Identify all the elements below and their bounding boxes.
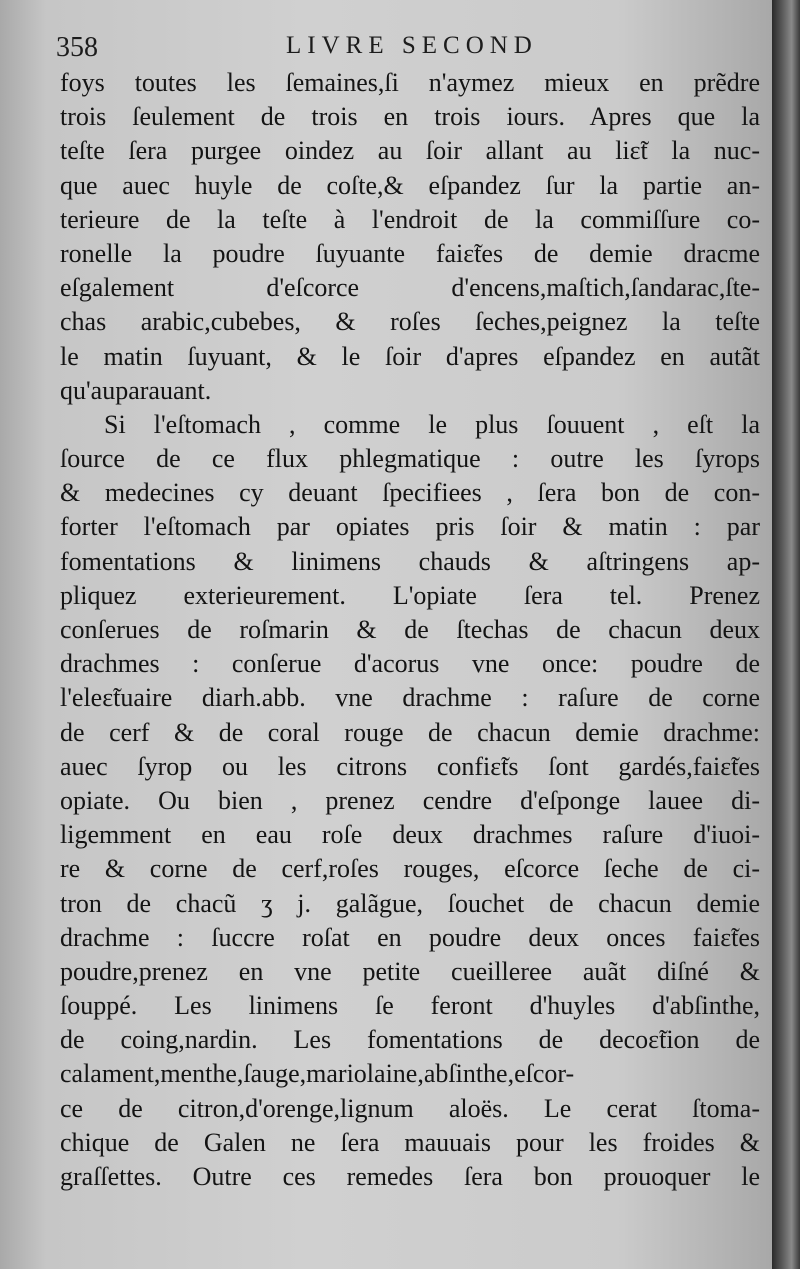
text-line: tron de chacũ ʒ j. galãgue, ſouchet de chacun demie — [60, 888, 760, 918]
text-line: le matin ſuyuant, & le ſoir d'apres eſpandez en autãt — [60, 341, 760, 371]
page-header — [56, 26, 732, 66]
text-line: ce de citron,d'orenge,lignum aloës. Le cerat ſtoma- — [60, 1093, 760, 1123]
text-line: conſerues de roſmarin & de ſtechas de chacun deux — [60, 615, 760, 644]
text-line: eſgalement d'eſcorce d'encens,maſtich,ſandarac,ſte- — [60, 273, 760, 303]
page-gutter — [772, 0, 800, 1269]
text-line: chas arabic,cubebes, & roſes ſeches,peignez la teſte — [60, 307, 760, 337]
text-line: poudre,prenez en vne petite cueilleree auãt diſné & — [60, 956, 760, 986]
text-line: drachme : ſuccre roſat en poudre deux onces faiɛ̃tes — [60, 922, 760, 952]
text-line: de cerf & de coral rouge de chacun demie drachme: — [60, 717, 760, 747]
text-line: forter l'eſtomach par opiates pris ſoir & matin : par — [60, 512, 760, 542]
text-line: qu'auparauant. — [60, 375, 212, 405]
text-line: de coing,nardin. Les fomentations de decoɛ̃tion de — [60, 1025, 760, 1055]
text-line: foys toutes les ſemaines,ſi n'aymez mieux en prẽdre — [60, 68, 760, 97]
text-line: chique de Galen ne ſera mauuais pour les froides & — [60, 1127, 760, 1157]
text-line: graſſettes. Outre ces remedes ſera bon prouoquer le — [60, 1162, 760, 1191]
text-line: l'eleɛ̃tuaire diarh.abb. vne drachme : raſure de corne — [60, 683, 760, 713]
text-line: teſte ſera purgee oindez au ſoir allant au liɛ̃t la nuc- — [60, 136, 760, 166]
text-line: ſouppé. Les linimens ſe feront d'huyles d'abſinthe, — [60, 991, 760, 1021]
text-line: ligemment en eau roſe deux drachmes raſure d'iuoi- — [60, 820, 760, 850]
text-line: opiate. Ou bien , prenez cendre d'eſponge lauee di- — [60, 785, 760, 815]
text-line: drachmes : conſerue d'acorus vne once: poudre de — [60, 649, 760, 679]
text-line: re & corne de cerf,roſes rouges, eſcorce ſeche de ci- — [60, 854, 760, 884]
text-line: terieure de la teſte à l'endroit de la commiſſure co- — [60, 204, 760, 234]
text-line: calament,menthe,ſauge,mariolaine,abſinthe,eſcor- — [60, 1059, 575, 1089]
text-body — [60, 66, 760, 1194]
text-line: ſource de ce flux phlegmatique : outre les ſyrops — [60, 444, 760, 474]
text-line: auec ſyrop ou les citrons confiɛ̃ts ſont gardés,faiɛ̃tes — [60, 751, 760, 781]
running-head: LIVRE SECOND — [286, 32, 538, 59]
text-line: ronelle la poudre ſuyuante faiɛ̃tes de demie dracme — [60, 238, 760, 268]
text-line: que auec huyle de coſte,& eſpandez ſur la partie an- — [60, 170, 760, 200]
text-line: & medecines cy deuant ſpecifiees , ſera bon de con- — [60, 478, 760, 508]
text-line: pliquez exterieurement. L'opiate ſera tel. Prenez — [60, 580, 760, 610]
page-number: 358 — [56, 32, 98, 63]
paragraph-start-line: Si l'eſtomach , comme le plus ſouuent , eſt la — [104, 409, 760, 439]
text-line: trois ſeulement de trois en trois iours. Apres que la — [60, 102, 760, 132]
text-line: fomentations & linimens chauds & aſtringens ap- — [60, 546, 760, 576]
